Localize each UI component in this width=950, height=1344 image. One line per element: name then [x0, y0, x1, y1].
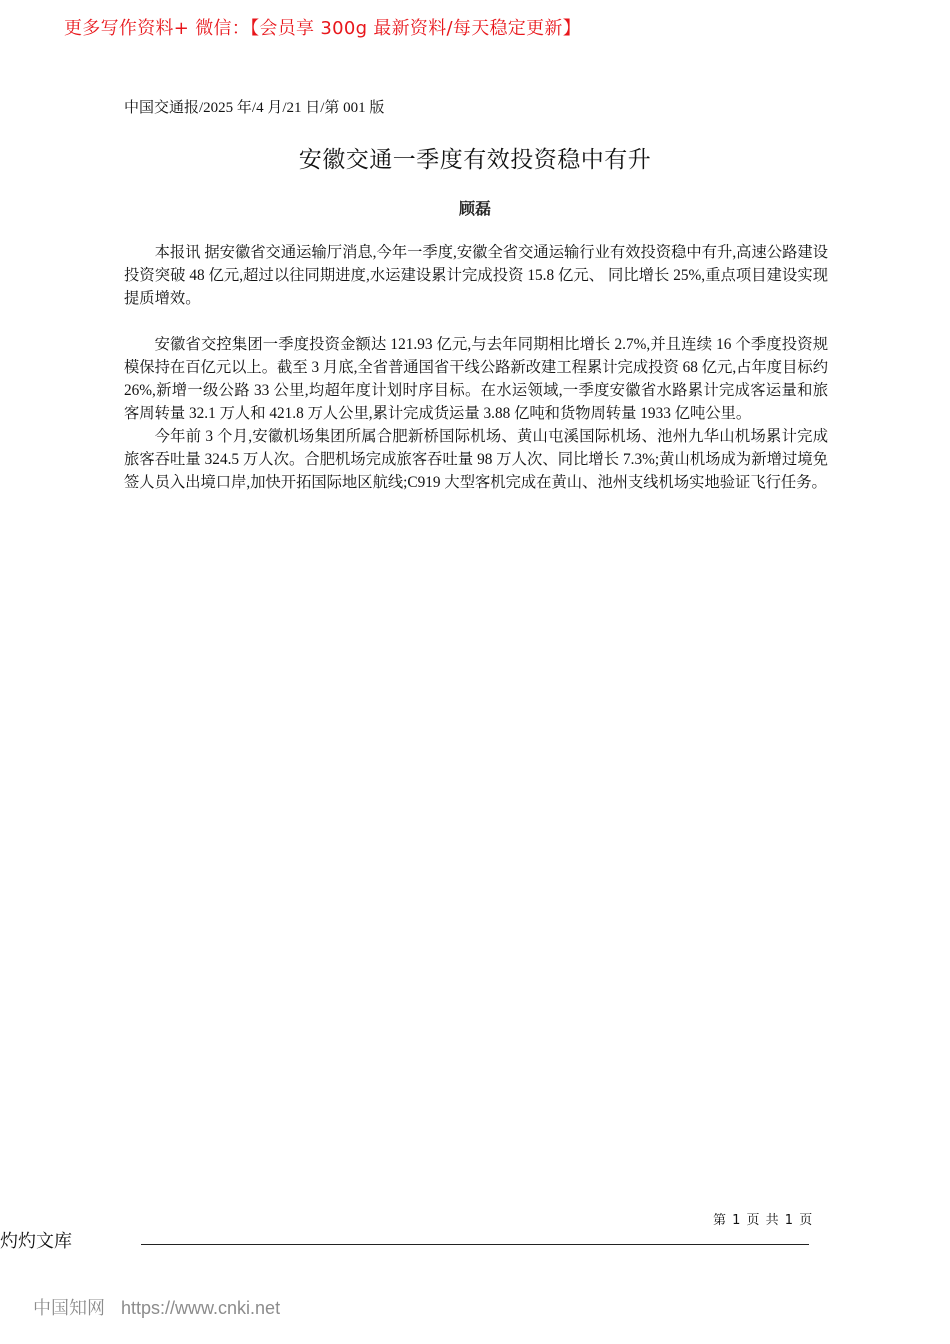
paragraph-1: 本报讯 据安徽省交通运输厅消息,今年一季度,安徽全省交通运输行业有效投资稳中有升,高速公路建设投资突破 48 亿元,超过以往同期进度,水运建设累计完成投资 15.8 亿元、 同比增长 25%,重点项目建设实现提质增效。	[124, 244, 828, 307]
source-line: 中国交通报/2025 年/4 月/21 日/第 001 版	[124, 100, 385, 116]
article-title: 安徽交通一季度有效投资稳中有升	[298, 147, 652, 173]
library-name: 灼灼文库	[0, 1231, 72, 1252]
cnki-url: https://www.cnki.net	[121, 1298, 281, 1318]
article-author: 顾磊	[458, 199, 491, 218]
article-body	[124, 241, 828, 494]
footer-divider	[141, 1244, 809, 1245]
cnki-label: 中国知网	[33, 1298, 105, 1319]
promo-banner: 更多写作资料+ 微信：【会员享 300g 最新资料/每天稳定更新】	[64, 18, 581, 39]
page-indicator: 第 1 页 共 1 页	[713, 1213, 814, 1228]
paragraph-2: 安徽省交控集团一季度投资金额达 121.93 亿元,与去年同期相比增长 2.7%,并且连续 16 个季度投资规模保持在百亿元以上。截至 3 月底,全省普通国省干线公路新改建工程累计完成投资 68 亿元,占年度目标约 26%,新增一级公路 33 公里,均超年度计划时序目标。在水运领域,一季度安徽省水路累计完成客运量和旅客周转量 32.1 万人和 421.8 万人公里,累计完成货运量 3.88 亿吨和货物周转量 1933 亿吨公里。	[124, 336, 828, 422]
cnki-watermark	[33, 1294, 280, 1320]
paragraph-3: 今年前 3 个月,安徽机场集团所属合肥新桥国际机场、黄山屯溪国际机场、池州九华山机场累计完成旅客吞吐量 324.5 万人次。合肥机场完成旅客吞吐量 98 万人次、同比增长 7.3%;黄山机场成为新增过境免签人员入出境口岸,加快开拓国际地区航线;C919 大型客机完成在黄山、池州支线机场实地验证飞行任务。	[124, 428, 828, 491]
